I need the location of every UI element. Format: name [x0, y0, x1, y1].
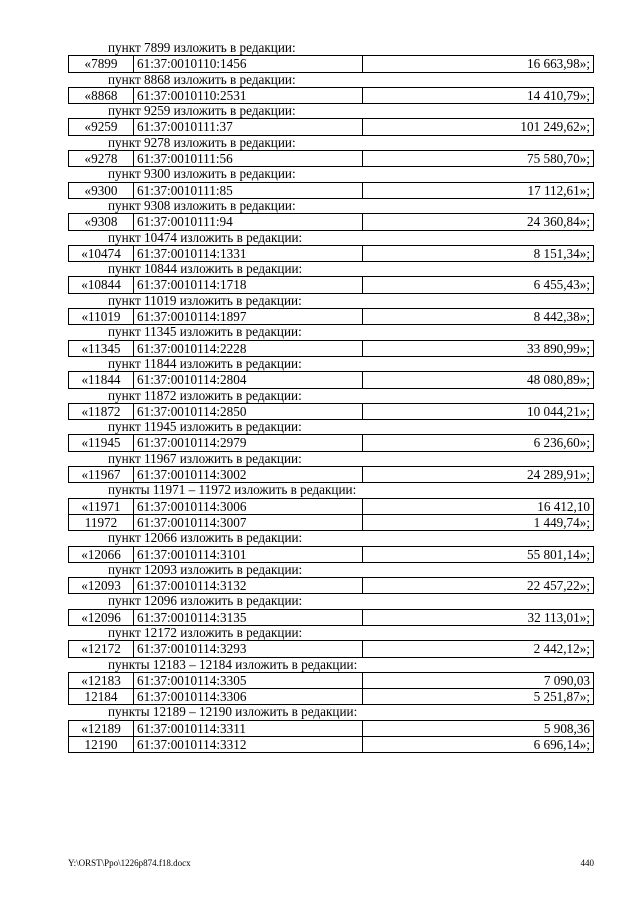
- table-row: [69, 372, 594, 388]
- value: 16 663,98»;: [363, 56, 594, 72]
- amendment-table: [68, 118, 594, 135]
- cadastral-number: 61:37:0010114:2228: [134, 340, 363, 356]
- cadastral-number: 61:37:0010114:3132: [134, 578, 363, 594]
- amendment-heading: пункт 9308 изложить в редакции:: [108, 197, 296, 213]
- amendment-table: [68, 720, 594, 754]
- table-row: [69, 435, 594, 451]
- table-row: [69, 309, 594, 325]
- amendment-heading: пункт 11345 изложить в редакции:: [108, 324, 302, 340]
- amendment-heading: пункт 11872 изложить в редакции:: [108, 387, 302, 403]
- page-footer: [68, 857, 594, 869]
- value: 6 455,43»;: [363, 277, 594, 293]
- table-row: [69, 214, 594, 230]
- amendment-table: [68, 55, 594, 72]
- document-body: [68, 41, 594, 753]
- row-number: «12096: [69, 609, 134, 625]
- cadastral-number: 61:37:0010114:3002: [134, 467, 363, 483]
- table-row: [69, 546, 594, 562]
- table-row: [69, 403, 594, 419]
- value: 101 249,62»;: [363, 119, 594, 135]
- cadastral-number: 61:37:0010110:2531: [134, 87, 363, 103]
- footer-page-number: 440: [580, 858, 594, 868]
- cadastral-number: 61:37:0010114:3007: [134, 514, 363, 530]
- value: 75 580,70»;: [363, 151, 594, 167]
- amendment-heading: пункт 11945 изложить в редакции:: [108, 419, 302, 435]
- amendment-heading: пункты 12183 – 12184 изложить в редакции:: [108, 656, 358, 672]
- table-row: [69, 182, 594, 198]
- value: 1 449,74»;: [363, 514, 594, 530]
- value: 24 360,84»;: [363, 214, 594, 230]
- amendment-table: [68, 403, 594, 420]
- table-row: [69, 578, 594, 594]
- amendment-table: [68, 276, 594, 293]
- row-number: «10844: [69, 277, 134, 293]
- amendment-table: [68, 213, 594, 230]
- cadastral-number: 61:37:0010114:3306: [134, 689, 363, 705]
- cadastral-number: 61:37:0010110:1456: [134, 56, 363, 72]
- amendment-heading: пункт 8868 изложить в редакции:: [108, 71, 296, 87]
- cadastral-number: 61:37:0010114:3101: [134, 546, 363, 562]
- amendment-heading: пункт 12096 изложить в редакции:: [108, 593, 303, 609]
- row-number: 12190: [69, 737, 134, 753]
- amendment-table: [68, 672, 594, 706]
- value: 2 442,12»;: [363, 641, 594, 657]
- row-number: «9300: [69, 182, 134, 198]
- row-number: «10474: [69, 245, 134, 261]
- value: 10 044,21»;: [363, 403, 594, 419]
- value: 48 080,89»;: [363, 372, 594, 388]
- row-number: «12172: [69, 641, 134, 657]
- amendment-table: [68, 577, 594, 594]
- amendment-heading: пункт 11019 изложить в редакции:: [108, 292, 302, 308]
- row-number: «12189: [69, 720, 134, 736]
- table-row: [69, 56, 594, 72]
- table-row: [69, 498, 594, 514]
- amendment-heading: пункт 10474 изложить в редакции:: [108, 229, 303, 245]
- cadastral-number: 61:37:0010114:1897: [134, 309, 363, 325]
- cadastral-number: 61:37:0010114:3305: [134, 672, 363, 688]
- amendment-table: [68, 609, 594, 626]
- amendment-table: [68, 434, 594, 451]
- value: 8 151,34»;: [363, 245, 594, 261]
- value: 17 112,61»;: [363, 182, 594, 198]
- row-number: «11967: [69, 467, 134, 483]
- value: 7 090,03: [363, 672, 594, 688]
- row-number: «11345: [69, 340, 134, 356]
- value: 55 801,14»;: [363, 546, 594, 562]
- row-number: «11844: [69, 372, 134, 388]
- value: 32 113,01»;: [363, 609, 594, 625]
- value: 8 442,38»;: [363, 309, 594, 325]
- table-row: [69, 737, 594, 753]
- value: 14 410,79»;: [363, 87, 594, 103]
- amendment-table: [68, 546, 594, 563]
- cadastral-number: 61:37:0010114:3312: [134, 737, 363, 753]
- amendment-table: [68, 182, 594, 199]
- row-number: «12093: [69, 578, 134, 594]
- row-number: «8868: [69, 87, 134, 103]
- row-number: «11019: [69, 309, 134, 325]
- footer-file-path: Y:\ORST\Ppo\1226p874.f18.docx: [68, 858, 191, 868]
- row-number: «7899: [69, 56, 134, 72]
- table-row: [69, 277, 594, 293]
- amendment-heading: пункт 10844 изложить в редакции:: [108, 261, 303, 277]
- value: 33 890,99»;: [363, 340, 594, 356]
- cadastral-number: 61:37:0010114:3135: [134, 609, 363, 625]
- row-number: «9259: [69, 119, 134, 135]
- row-number: «12066: [69, 546, 134, 562]
- amendment-table: [68, 340, 594, 357]
- amendment-table: [68, 308, 594, 325]
- value: 5 251,87»;: [363, 689, 594, 705]
- table-row: [69, 245, 594, 261]
- row-number: «9278: [69, 151, 134, 167]
- table-row: [69, 672, 594, 688]
- table-row: [69, 87, 594, 103]
- row-number: «11971: [69, 498, 134, 514]
- amendment-table: [68, 371, 594, 388]
- table-row: [69, 720, 594, 736]
- amendment-table: [68, 498, 594, 532]
- value: 6 696,14»;: [363, 737, 594, 753]
- table-row: [69, 689, 594, 705]
- value: 5 908,36: [363, 720, 594, 736]
- cadastral-number: 61:37:0010111:94: [134, 214, 363, 230]
- table-row: [69, 609, 594, 625]
- cadastral-number: 61:37:0010114:2850: [134, 403, 363, 419]
- amendment-heading: пункт 12172 изложить в редакции:: [108, 624, 303, 640]
- cadastral-number: 61:37:0010114:3293: [134, 641, 363, 657]
- amendment-table: [68, 640, 594, 657]
- row-number: «11945: [69, 435, 134, 451]
- value: 16 412,10: [363, 498, 594, 514]
- amendment-heading: пункт 12066 изложить в редакции:: [108, 530, 303, 546]
- value: 22 457,22»;: [363, 578, 594, 594]
- amendment-heading: пункт 12093 изложить в редакции:: [108, 561, 303, 577]
- amendment-heading: пункт 11844 изложить в редакции:: [108, 355, 302, 371]
- cadastral-number: 61:37:0010114:3311: [134, 720, 363, 736]
- amendment-heading: пункт 11967 изложить в редакции:: [108, 450, 302, 466]
- table-row: [69, 641, 594, 657]
- amendment-heading: пункт 9278 изложить в редакции:: [108, 134, 296, 150]
- table-row: [69, 119, 594, 135]
- cadastral-number: 61:37:0010114:2804: [134, 372, 363, 388]
- amendment-heading: пункты 11971 – 11972 изложить в редакции:: [108, 482, 357, 498]
- cadastral-number: 61:37:0010114:1718: [134, 277, 363, 293]
- amendment-heading: пункт 9259 изложить в редакции:: [108, 103, 296, 119]
- cadastral-number: 61:37:0010114:1331: [134, 245, 363, 261]
- table-row: [69, 514, 594, 530]
- amendment-table: [68, 466, 594, 483]
- row-number: 11972: [69, 514, 134, 530]
- row-number: 12184: [69, 689, 134, 705]
- table-row: [69, 467, 594, 483]
- cadastral-number: 61:37:0010111:85: [134, 182, 363, 198]
- table-row: [69, 340, 594, 356]
- table-row: [69, 151, 594, 167]
- row-number: «11872: [69, 403, 134, 419]
- cadastral-number: 61:37:0010111:56: [134, 151, 363, 167]
- cadastral-number: 61:37:0010114:2979: [134, 435, 363, 451]
- amendment-table: [68, 245, 594, 262]
- amendment-table: [68, 150, 594, 167]
- cadastral-number: 61:37:0010114:3006: [134, 498, 363, 514]
- amendment-heading: пункт 7899 изложить в редакции:: [108, 40, 296, 55]
- amendment-table: [68, 87, 594, 104]
- value: 6 236,60»;: [363, 435, 594, 451]
- cadastral-number: 61:37:0010111:37: [134, 119, 363, 135]
- amendment-heading: пункт 9300 изложить в редакции:: [108, 166, 296, 182]
- row-number: «9308: [69, 214, 134, 230]
- value: 24 289,91»;: [363, 467, 594, 483]
- amendment-heading: пункты 12189 – 12190 изложить в редакции:: [108, 704, 358, 720]
- row-number: «12183: [69, 672, 134, 688]
